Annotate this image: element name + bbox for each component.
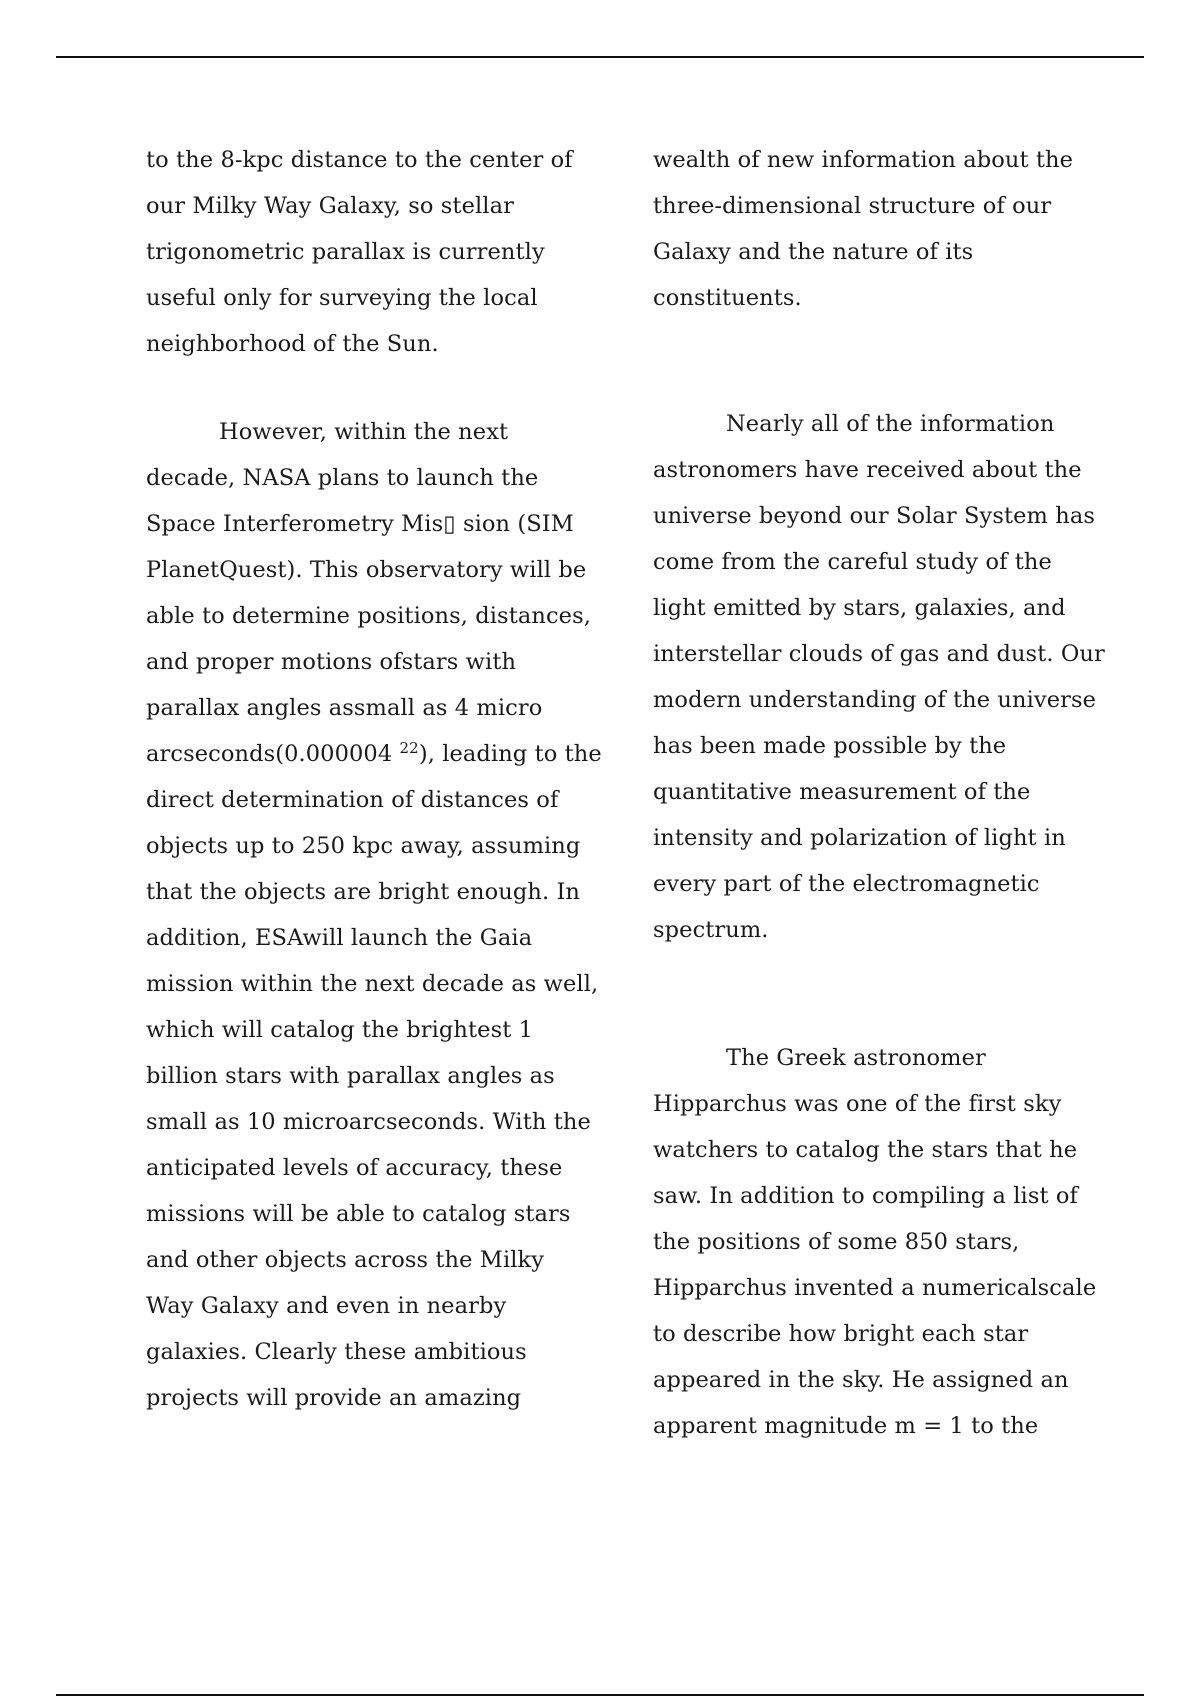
text-line: modern understanding of the universe [653,687,1097,713]
text-line: neighborhood of the Sun. [146,331,439,357]
text-line: projects will provide an amazing [146,1385,522,1411]
text-line: to describe how bright each star [653,1321,1029,1347]
text-line: every part of the electromagnetic [653,871,1040,897]
text-line: come from the careful study of the [653,549,1052,575]
text-line: intensity and polarization of light in [653,825,1066,851]
text-line: that the objects are bright enough. In [146,879,581,905]
text-line: billion stars with parallax angles as [146,1063,555,1089]
text-line: universe beyond our Solar System has [653,503,1095,529]
text-line: direct determination of distances of [146,787,559,813]
text-line: quantitative measurement of the [653,779,1031,805]
paragraph-light-information [653,401,1105,953]
text-line: mission within the next decade as well, [146,971,599,997]
text-line: PlanetQuest). This observatory will be [146,557,587,583]
text-line: Galaxy and the nature of its [653,239,974,265]
text-line: and other objects across the Milky [146,1247,545,1273]
text-line: anticipated levels of accuracy, these [146,1155,563,1181]
text-line: to the 8-kpc distance to the center of [146,147,573,173]
footer-rule [56,1694,1144,1696]
text-line: Hipparchus invented a numericalscale [653,1275,1097,1301]
paragraph-hipparchus [653,1035,1097,1449]
paragraph-parallax-limit [146,137,586,367]
arcsec-suffix: ), leading to the [418,741,602,767]
text-line: parallax angles assmall as 4 micro [146,695,543,721]
text-line: our Milky Way Galaxy, so stellar [146,193,514,219]
left-column [146,137,602,1421]
text-line: wealth of new information about the [653,147,1074,173]
arcsec-value: arcseconds(0.000004 [146,741,400,767]
text-line: trigonometric parallax is currently [146,239,545,265]
text-line: The Greek astronomer [726,1045,986,1071]
text-line: constituents. [653,285,802,311]
text-line: spectrum. [653,917,769,943]
header-rule [56,56,1144,58]
text-line: able to determine positions, distances, [146,603,591,629]
text-line: missions will be able to catalog stars [146,1201,571,1227]
paragraph-galaxy-structure [653,137,1093,321]
paragraph-sim-gaia [146,409,602,1421]
text-line: saw. In addition to compiling a list of [653,1183,1078,1209]
text-line: small as 10 microarcseconds. With the [146,1109,591,1135]
text-line: Way Galaxy and even in nearby [146,1293,507,1319]
text-line: and proper motions ofstars with [146,649,517,675]
text-line: objects up to 250 kpc away, assuming [146,833,581,859]
text-line: has been made possible by the [653,733,1007,759]
text-line: the positions of some 850 stars, [653,1229,1020,1255]
text-line: interstellar clouds of gas and dust. Our [653,641,1105,667]
text-line: useful only for surveying the local [146,285,538,311]
arcsec-superscript: 22 [399,739,419,757]
right-column [653,137,1105,1449]
text-line: three-dimensional structure of our [653,193,1052,219]
text-line: which will catalog the brightest 1 [146,1017,534,1043]
text-line: decade, NASA plans to launch the [146,465,539,491]
text-line: watchers to catalog the stars that he [653,1137,1078,1163]
text-line: However, within the next [219,419,509,445]
text-line: Hipparchus was one of the first sky [653,1091,1062,1117]
text-line: appeared in the sky. He assigned an [653,1367,1069,1393]
paragraph-gap [146,367,586,409]
text-line: Nearly all of the information [726,411,1055,437]
text-line: galaxies. Clearly these ambitious [146,1339,527,1365]
paragraph-gap [653,321,1093,401]
text-line: Space Interferometry Mis▯ sion (SIM [146,511,574,537]
text-line-arcseconds [146,731,602,777]
text-line: apparent magnitude m = 1 to the [653,1413,1039,1439]
paragraph-gap [653,953,1093,1035]
text-line: light emitted by stars, galaxies, and [653,595,1066,621]
text-line: astronomers have received about the [653,457,1082,483]
text-line: addition, ESAwill launch the Gaia [146,925,533,951]
